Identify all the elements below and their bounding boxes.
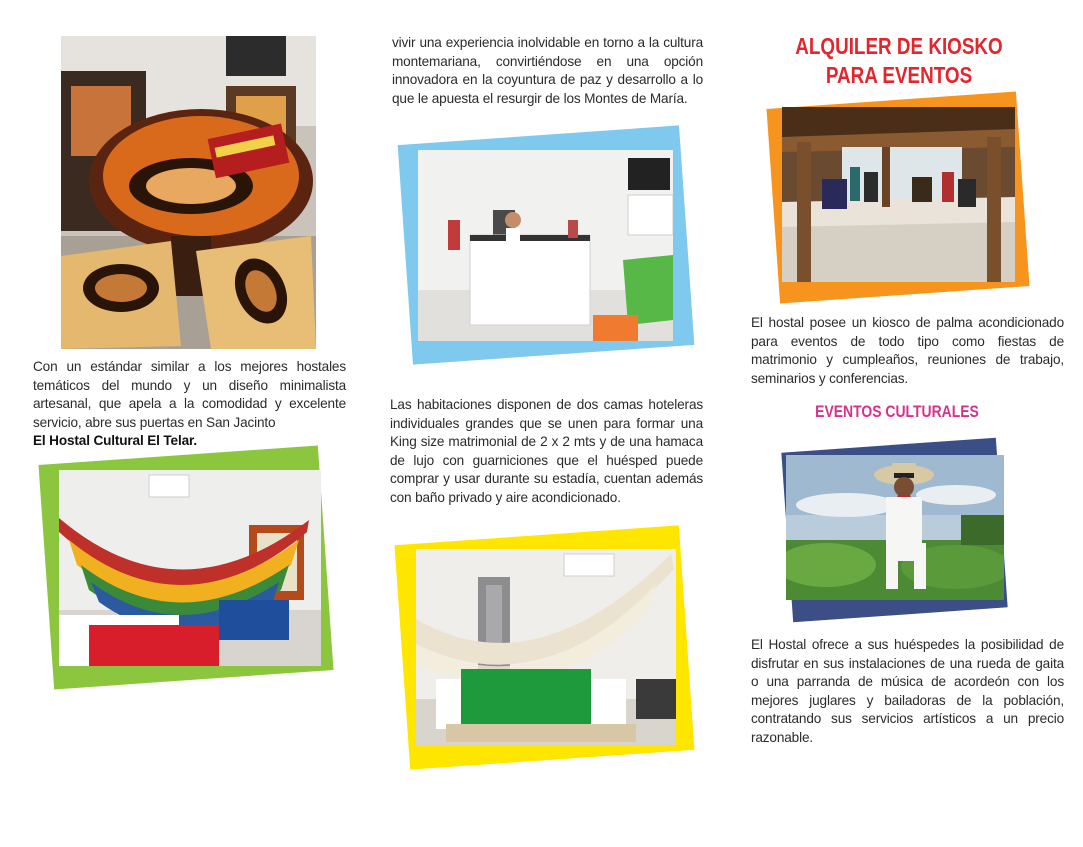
photo-dining-table [61, 36, 316, 349]
photo-kiosk [782, 107, 1015, 282]
hostal-name: El Hostal Cultural El Telar. [33, 433, 198, 448]
photo-reception [418, 150, 673, 341]
intro-continuation: vivir una experiencia inolvidable en torno a la cultura montemariana, convirtiéndose en una opción innovadora en la coyuntura de paz y desarrollo a lo que le apuesta el resurgir de los Montes de María. [392, 35, 703, 106]
kiosk-heading [792, 32, 1005, 90]
intro-text: Con un estándar similar a los mejores hostales temáticos del mundo y un diseño minimalista artesanal, que apela a la comodidad y excelente servicio, abre sus puertas en San Jacinto [33, 359, 346, 430]
kiosk-heading-line2: PARA EVENTOS [825, 62, 973, 88]
photo-room-bed [416, 549, 676, 745]
intro-paragraph [33, 358, 346, 451]
rooms-paragraph: Las habitaciones disponen de dos camas hoteleras individuales grandes que se unen para formar una King size matrimonial de 2 x 2 mts y de una hamaca de lujo con guarniciones que el huésped puede comprar y usar durante su estadía, cuentan además con baño privado y aire acondicionado. [390, 397, 703, 505]
photo-room-hammock [59, 470, 321, 666]
photo-performer [786, 455, 1004, 600]
events-heading: EVENTOS CULTURALES [815, 402, 979, 421]
kiosk-heading-line1: ALQUILER DE KIOSKO [795, 33, 1003, 59]
kiosk-paragraph: El hostal posee un kiosco de palma acondicionado para eventos de todo tipo como fiestas de matrimonio y cumpleaños, reuniones de trabajo, seminarios y conferencias. [751, 315, 1064, 386]
events-paragraph: El Hostal ofrece a sus huéspedes la posibilidad de disfrutar en sus instalaciones de una rueda de gaita o una parranda de música de acordeón con los mejores juglares y bailadoras de la población, contratando sus servicios artísticos a un precio razonable. [751, 637, 1064, 745]
